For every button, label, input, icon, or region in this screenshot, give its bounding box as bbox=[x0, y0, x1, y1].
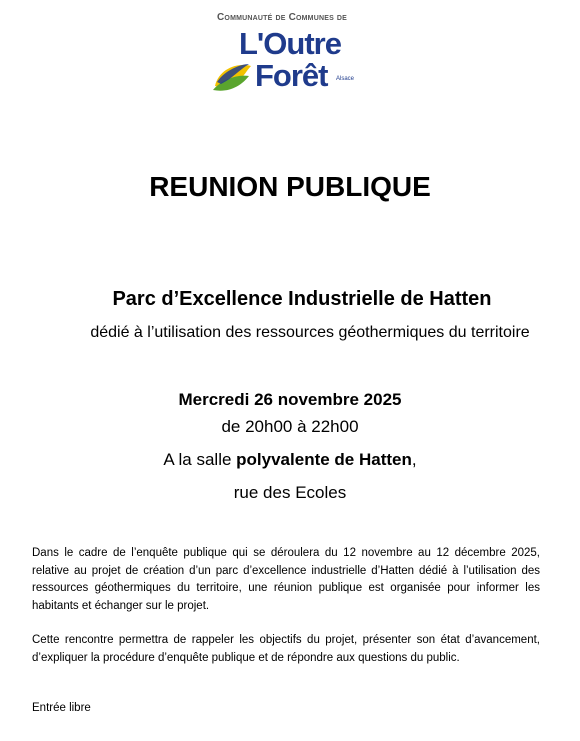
event-date: Mercredi 26 novembre 2025 bbox=[178, 390, 402, 409]
logo-region: Alsace bbox=[336, 76, 355, 82]
place-name: polyvalente de Hatten bbox=[236, 450, 412, 469]
logo-line1: L'Outre bbox=[239, 26, 341, 61]
event-street: rue des Ecoles bbox=[233, 483, 347, 502]
logo-line2: Forêt bbox=[255, 58, 328, 93]
place-prefix: A la salle bbox=[163, 450, 237, 469]
logo bbox=[205, 8, 375, 98]
paragraph-entry: Entrée libre bbox=[32, 702, 91, 714]
paragraph-objectives: Cette rencontre permettra de rappeler les objectifs du projet, présenter son état d’avancement, d’expliquer la procédure d’enquête publique et de répondre aux questions du public. bbox=[32, 634, 540, 664]
page-title: REUNION PUBLIQUE bbox=[149, 171, 431, 202]
leaf-icon bbox=[211, 60, 253, 94]
event-time: de 20h00 à 22h00 bbox=[221, 417, 359, 436]
paragraph-context: Dans le cadre de l’enquête publique qui se déroulera du 12 novembre au 12 décembre 2025, relative au projet de création d’un parc d’excellence industrielle d’Hatten dédié à l’utilisation des ressources géothermiques du territoire, une réunion publique est organisée pour informer les habitants et échanger sur le projet. bbox=[32, 547, 540, 612]
event-place bbox=[0, 448, 580, 472]
subtitle-description: dédié à l’utilisation des ressources géothermiques du territoire bbox=[90, 324, 530, 341]
logo-top-text: Communauté de Communes de bbox=[217, 12, 348, 23]
subtitle: Parc d’Excellence Industrielle de Hatten bbox=[112, 288, 492, 310]
place-suffix: , bbox=[411, 450, 417, 469]
